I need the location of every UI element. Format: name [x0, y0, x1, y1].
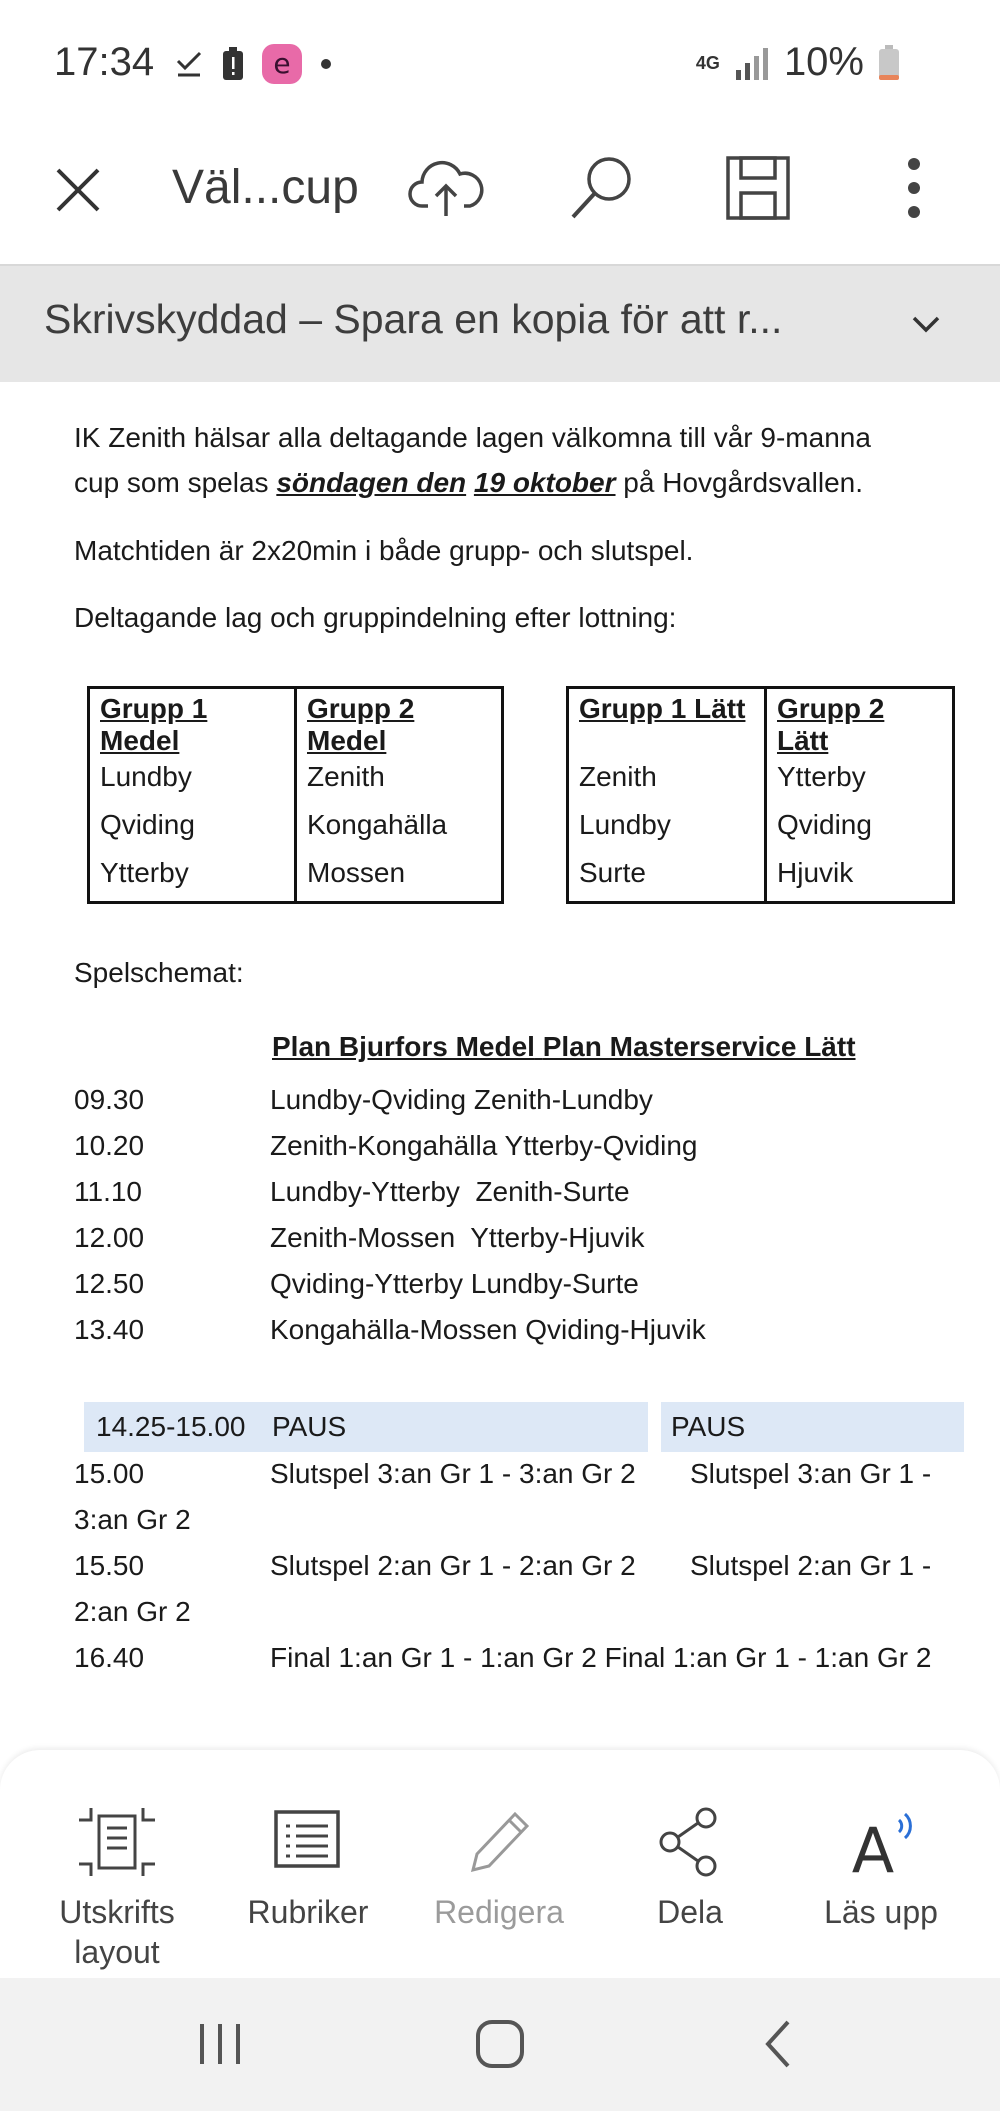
chevron-down-icon[interactable]: [906, 304, 946, 344]
share-button[interactable]: [595, 1750, 785, 1932]
read-aloud-button[interactable]: [786, 1750, 976, 1932]
table-cell: Zenith: [568, 757, 766, 805]
cloud-upload-icon: [408, 156, 484, 220]
schedule-header: Plan Bjurfors Medel Plan Masterservice Lätt: [272, 1031, 856, 1062]
groups-medel-table: [87, 686, 504, 904]
schedule-row: 12.00 Zenith-Mossen Ytterby-Hjuvik: [74, 1222, 645, 1253]
print-layout-button[interactable]: [22, 1750, 212, 1972]
table-header: Grupp 1 Medel: [89, 688, 296, 758]
save-button[interactable]: [718, 148, 798, 228]
pause-label: PAUS: [272, 1411, 347, 1442]
share-icon: [650, 1802, 730, 1882]
table-cell: Hjuvik: [766, 853, 954, 903]
groups-intro-text: Deltagande lag och gruppindelning efter lottning:: [74, 602, 677, 633]
edit-button[interactable]: [404, 1750, 594, 1932]
final-row-wrap: 3:an Gr 2: [74, 1504, 191, 1535]
table-cell: Ytterby: [89, 853, 296, 903]
intro-paragraph: IK Zenith hälsar alla deltagande lagen välkomna till vår 9-manna cup som spelas söndagen den 19 oktober på Hovgårdsvallen.: [74, 422, 871, 498]
edit-label: Redigera: [434, 1894, 564, 1930]
table-cell: Ytterby: [766, 757, 954, 805]
signal-icon: [734, 46, 770, 80]
schedule-row: 12.50 Qviding-Ytterby Lundby-Surte: [74, 1268, 639, 1299]
headings-label: Rubriker: [247, 1894, 369, 1930]
read-only-banner[interactable]: [0, 264, 1000, 382]
home-icon[interactable]: [470, 2014, 530, 2074]
groups-latt-table: [566, 686, 955, 904]
bottom-action-bar: [0, 1750, 1000, 1978]
battery-icon: [878, 45, 900, 81]
table-cell: Zenith: [296, 757, 503, 805]
schedule-row: 13.40 Kongahälla-Mossen Qviding-Hjuvik: [74, 1314, 706, 1345]
schedule-title: Spelschemat:: [74, 957, 244, 988]
table-cell: Kongahälla: [296, 805, 503, 853]
table-header: Grupp 2 Lätt: [766, 688, 954, 758]
final-row: 15.50 Slutspel 2:an Gr 1 - 2:an Gr 2 Slutspel 2:an Gr 1 -: [74, 1550, 932, 1581]
table-cell: Surte: [568, 853, 766, 903]
save-icon: [725, 155, 791, 221]
recent-apps-icon[interactable]: [190, 2014, 250, 2074]
pencil-icon: [459, 1802, 539, 1882]
read-aloud-icon: [841, 1802, 921, 1882]
close-icon: [48, 160, 108, 220]
pause-row-medel: [84, 1402, 648, 1452]
app-e-icon: [262, 44, 302, 84]
final-row: 15.00 Slutspel 3:an Gr 1 - 3:an Gr 2 Slutspel 3:an Gr 1 -: [74, 1458, 932, 1489]
schedule-row: 09.30 Lundby-Qviding Zenith-Lundby: [74, 1084, 653, 1115]
cloud-upload-button[interactable]: [406, 148, 486, 228]
read-aloud-label: Läs upp: [824, 1894, 938, 1930]
search-button[interactable]: [562, 148, 642, 228]
pause-label: PAUS: [671, 1411, 746, 1442]
system-nav-bar: [0, 1978, 1000, 2111]
table-header: Grupp 2 Medel: [296, 688, 503, 758]
final-row-wrap: 2:an Gr 2: [74, 1596, 191, 1627]
date-day: 19 oktober: [473, 467, 616, 498]
headings-icon: [268, 1802, 348, 1882]
dot-icon: [320, 58, 332, 70]
print-layout-icon: [77, 1802, 157, 1882]
more-vert-icon: [904, 156, 924, 220]
svg-text:e: e: [273, 47, 291, 80]
match-time-text: Matchtiden är 2x20min i både grupp- och slutspel.: [74, 535, 694, 566]
final-row: 16.40 Final 1:an Gr 1 - 1:an Gr 2 Final 1:an Gr 1 - 1:an Gr 2: [74, 1642, 932, 1673]
close-button[interactable]: [48, 160, 108, 220]
battery-alert-icon: [222, 47, 244, 81]
app-toolbar: [0, 130, 1000, 264]
table-cell: Lundby: [89, 757, 296, 805]
document-title[interactable]: Väl...cup: [172, 161, 359, 214]
print-layout-label: Utskrifts layout: [59, 1894, 175, 1970]
more-options-button[interactable]: [874, 148, 954, 228]
back-icon[interactable]: [750, 2014, 810, 2074]
check-download-icon: [174, 49, 204, 79]
pause-row-latt: [661, 1402, 964, 1452]
document-body[interactable]: [0, 380, 1000, 1750]
table-header: Grupp 1 Lätt: [568, 688, 766, 758]
pause-time: 14.25-15.00: [96, 1411, 246, 1442]
headings-button[interactable]: [213, 1750, 403, 1932]
table-cell: Qviding: [766, 805, 954, 853]
svg-text:A: A: [851, 1814, 895, 1882]
date-weekday: söndagen den: [276, 467, 467, 498]
network-type: 4G: [695, 52, 720, 73]
table-cell: Qviding: [89, 805, 296, 853]
search-icon: [567, 153, 637, 223]
schedule-row: 11.10 Lundby-Ytterby Zenith-Surte: [74, 1176, 630, 1207]
battery-percent: 10%: [783, 40, 864, 84]
status-bar: [0, 0, 1000, 130]
share-label: Dela: [657, 1894, 723, 1930]
banner-text: Skrivskyddad – Spara en kopia för att r...: [44, 296, 783, 342]
table-cell: Lundby: [568, 805, 766, 853]
schedule-row: 10.20 Zenith-Kongahälla Ytterby-Qviding: [74, 1130, 698, 1161]
status-time: 17:34: [54, 40, 155, 84]
table-cell: Mossen: [296, 853, 503, 903]
